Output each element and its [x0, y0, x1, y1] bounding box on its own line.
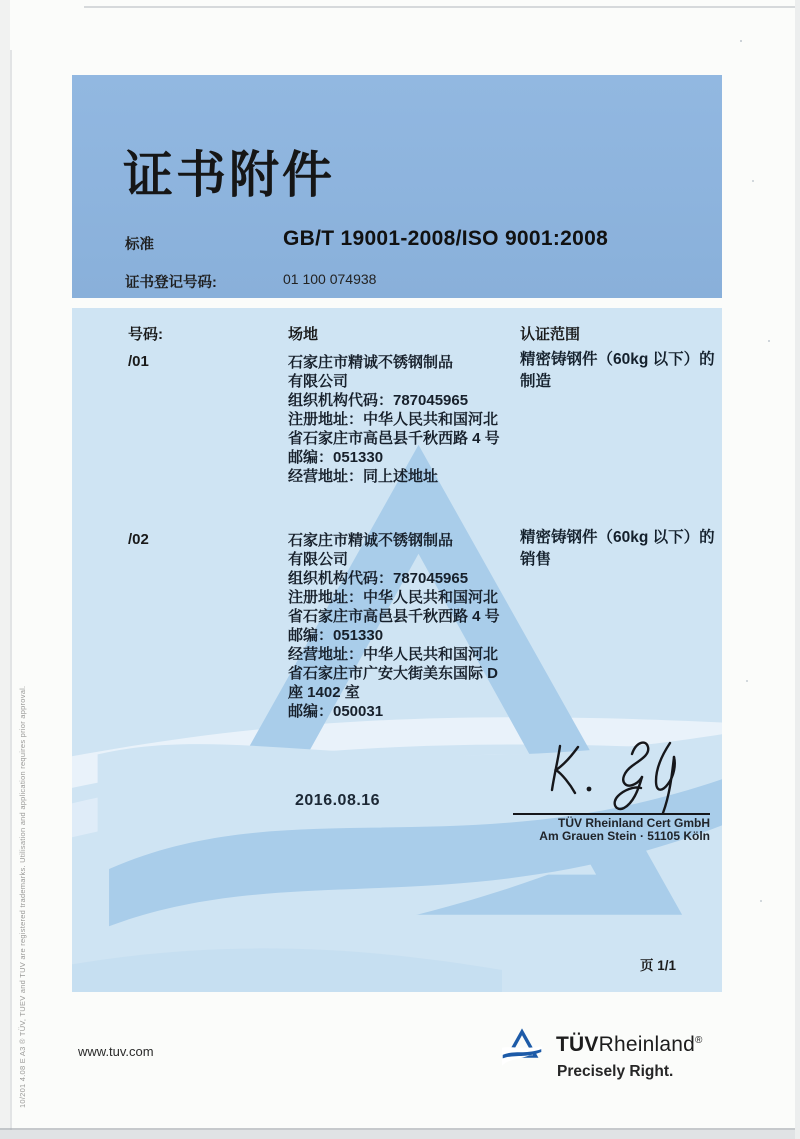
signer-address: Am Grauen Stein · 51105 Köln: [539, 828, 710, 843]
scan-edge-left: [0, 0, 10, 1139]
text-line: 经营地址：同上述地址: [288, 468, 439, 485]
text-line: 有限公司: [288, 373, 349, 390]
cert-number-value: 01 100 074938: [283, 271, 377, 287]
text-line: 精密铸钢件（60kg 以下）的: [520, 351, 715, 368]
text-line: 石家庄市精诚不锈钢制品: [288, 354, 454, 371]
text-line: 座 1402 室: [288, 684, 360, 701]
text-line: 经营地址：中华人民共和国河北: [288, 646, 499, 663]
tuv-rheinland-wordmark: [556, 1033, 703, 1057]
certification-scope: [520, 349, 715, 393]
standard-value: GB/T 19001-2008/ISO 9001:2008: [283, 227, 609, 250]
text-line: 省石家庄市高邑县千秋西路 4 号: [288, 608, 500, 625]
cert-number-label: 证书登记号码:: [125, 275, 217, 291]
text-line: 精密铸钢件（60kg 以下）的: [520, 529, 715, 546]
site-number: /01: [128, 353, 149, 370]
text-line: 省石家庄市高邑县千秋西路 4 号: [288, 430, 500, 447]
tuv-rheinland-logo-icon: [502, 1025, 542, 1069]
brand-tagline: Precisely Right.: [557, 1063, 674, 1080]
certificate-title: 证书附件: [123, 147, 335, 203]
text-line: 组织机构代码：787045965: [288, 570, 469, 587]
brand-tuv-text: TÜV: [556, 1033, 599, 1056]
column-header-scope: 认证范围: [520, 326, 581, 343]
scan-line-top: [84, 6, 800, 8]
issue-date: 2016.08.16: [295, 792, 381, 809]
scan-edge-bottom: [0, 1130, 800, 1139]
scan-noise-specks: [740, 40, 742, 42]
certification-scope: [520, 527, 715, 571]
brand-rheinland-text: Rheinland: [598, 1033, 695, 1056]
registered-trademark-symbol: ®: [694, 1035, 703, 1046]
column-header-number: 号码:: [128, 326, 163, 343]
tuv-website-url: www.tuv.com: [78, 1044, 154, 1059]
site-details: [288, 531, 503, 721]
site-number: /02: [128, 531, 149, 548]
scan-line-left: [10, 50, 12, 1139]
signer-organization: TÜV Rheinland Cert GmbH: [557, 816, 710, 830]
text-line: 邮编：050031: [288, 703, 384, 720]
sidebar-legal-note: 10/201 4.08 E A3 ® TÜV, TUEV and TUV are registered trademarks. Utilisation and application requires prior approval.: [18, 685, 27, 1108]
signer-block: [503, 817, 710, 842]
text-line: 省石家庄市广安大街美东国际 D: [288, 665, 499, 682]
certificate-body: [72, 308, 722, 992]
text-line: 组织机构代码：787045965: [288, 392, 469, 409]
text-line: 邮编：051330: [288, 627, 384, 644]
text-line: 石家庄市精诚不锈钢制品: [288, 532, 454, 549]
text-line: 销售: [520, 551, 552, 568]
signature-handwriting: [532, 732, 712, 817]
scan-edge-right: [795, 0, 800, 1139]
text-line: 注册地址：中华人民共和国河北: [288, 589, 499, 606]
certificate-header: [72, 75, 722, 298]
column-header-site: 场地: [288, 326, 319, 343]
text-line: 注册地址：中华人民共和国河北: [288, 411, 499, 428]
site-details: [288, 353, 503, 486]
text-line: 制造: [520, 373, 552, 390]
signature-line: [513, 813, 710, 815]
page-indicator: 页 1/1: [640, 958, 677, 973]
text-line: 有限公司: [288, 551, 349, 568]
standard-label: 标准: [125, 237, 154, 253]
text-line: 邮编：051330: [288, 449, 384, 466]
